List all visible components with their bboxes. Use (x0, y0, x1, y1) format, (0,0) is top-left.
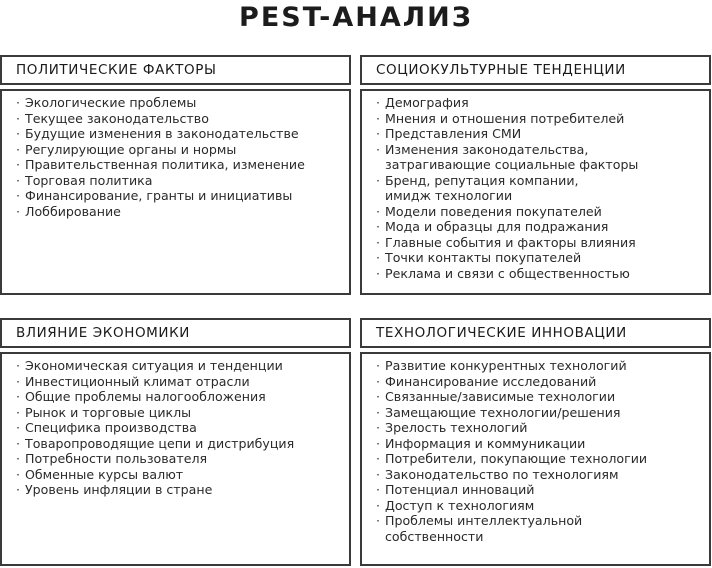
political-factors-box (0, 89, 351, 295)
list-item: · Проблемы интеллектуальной собственности (376, 513, 705, 544)
list-item: · Правительственная политика, изменение (16, 157, 345, 173)
list-item: · Зрелость технологий (376, 420, 705, 436)
list-item: · Экономическая ситуация и тенденции (16, 358, 345, 374)
technological-innovations-header (360, 318, 711, 348)
sociocultural-trends-header (360, 55, 711, 85)
list-item: · Потребители, покупающие технологии (376, 451, 705, 467)
list-item: · Представления СМИ (376, 126, 705, 142)
list-item: · Регулирующие органы и нормы (16, 142, 345, 158)
economic-influence-box (0, 352, 351, 566)
list-item: · Будущие изменения в законодательстве (16, 126, 345, 142)
sociocultural-trends-header-label: СОЦИОКУЛЬТУРНЫЕ ТЕНДЕНЦИИ (376, 62, 626, 78)
technological-innovations-header-label: ТЕХНОЛОГИЧЕСКИЕ ИННОВАЦИИ (376, 325, 627, 341)
list-item: · Текущее законодательство (16, 111, 345, 127)
list-item: · Точки контакты покупателей (376, 250, 705, 266)
list-item: · Главные события и факторы влияния (376, 235, 705, 251)
list-item: · Доступ к технологиям (376, 498, 705, 514)
list-item: · Финансирование исследований (376, 374, 705, 390)
list-item: · Законодательство по технологиям (376, 467, 705, 483)
list-item: · Бренд, репутация компании, имидж технологии (376, 173, 705, 204)
page-title: PEST-АНАЛИЗ (239, 2, 473, 33)
list-item: · Торговая политика (16, 173, 345, 189)
political-factors-header (0, 55, 351, 85)
economic-influence-list (2, 354, 349, 498)
list-item: · Рынок и торговые циклы (16, 405, 345, 421)
list-item: · Мнения и отношения потребителей (376, 111, 705, 127)
list-item: · Потребности пользователя (16, 451, 345, 467)
list-item: · Демография (376, 95, 705, 111)
list-item: · Изменения законодательства, затрагивающие социальные факторы (376, 142, 705, 173)
economic-influence-header-label: ВЛИЯНИЕ ЭКОНОМИКИ (16, 325, 191, 341)
list-item: · Реклама и связи с общественностью (376, 266, 705, 282)
technological-innovations-list (362, 354, 709, 545)
political-factors-header-label: ПОЛИТИЧЕСКИЕ ФАКТОРЫ (16, 62, 217, 78)
political-factors-list (2, 91, 349, 219)
list-item: · Развитие конкурентных технологий (376, 358, 705, 374)
list-item: · Информация и коммуникации (376, 436, 705, 452)
list-item: · Модели поведения покупателей (376, 204, 705, 220)
sociocultural-trends-list (362, 91, 709, 282)
list-item: · Мода и образцы для подражания (376, 219, 705, 235)
list-item: · Товаропроводящие цепи и дистрибуция (16, 436, 345, 452)
list-item: · Финансирование, гранты и инициативы (16, 188, 345, 204)
list-item: · Обменные курсы валют (16, 467, 345, 483)
list-item: · Общие проблемы налогообложения (16, 389, 345, 405)
list-item: · Замещающие технологии/решения (376, 405, 705, 421)
sociocultural-trends-box (360, 89, 711, 295)
list-item: · Потенциал инноваций (376, 482, 705, 498)
list-item: · Связанные/зависимые технологии (376, 389, 705, 405)
list-item: · Уровень инфляции в стране (16, 482, 345, 498)
technological-innovations-box (360, 352, 711, 566)
list-item: · Лоббирование (16, 204, 345, 220)
list-item: · Инвестиционный климат отрасли (16, 374, 345, 390)
economic-influence-header (0, 318, 351, 348)
list-item: · Специфика производства (16, 420, 345, 436)
list-item: · Экологические проблемы (16, 95, 345, 111)
